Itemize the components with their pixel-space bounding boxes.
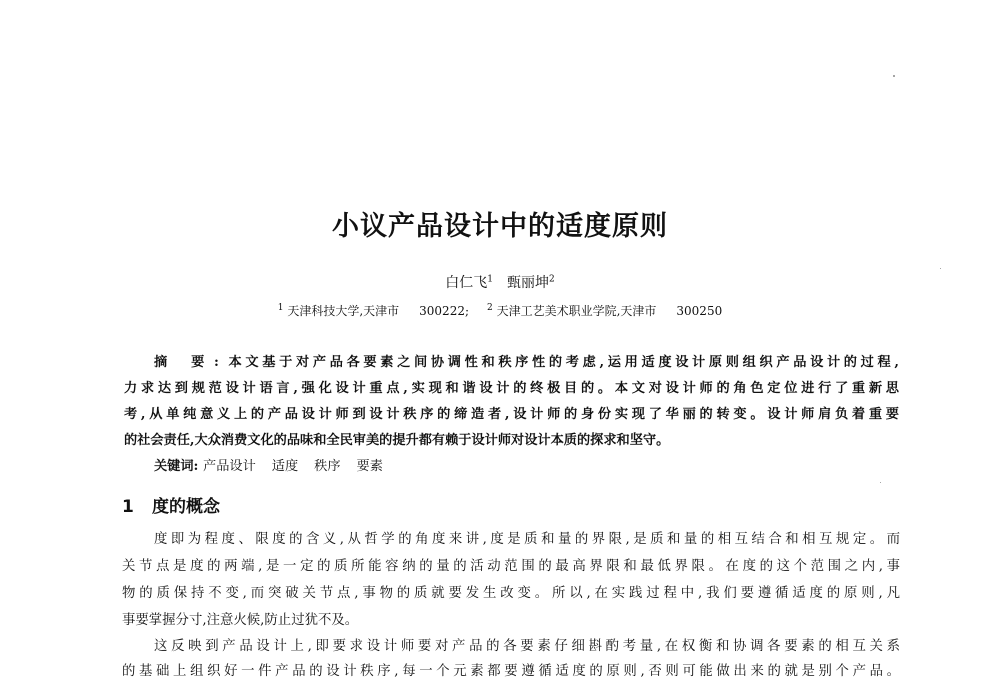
section-number: 1	[122, 497, 134, 517]
abstract-line: 考,从单纯意义上的产品设计师到设计秩序的缔造者,设计师的身份实现了华丽的转变。设计师肩负着重要	[124, 407, 899, 422]
keyword: 产品设计	[203, 459, 256, 474]
keyword: 适度	[271, 459, 299, 474]
affiliation-line	[0, 302, 1000, 319]
author-line	[0, 272, 1000, 292]
section-title: 度的概念	[152, 497, 220, 517]
body-line: 事要掌握分寸,注意火候,防止过犹不及。	[122, 613, 359, 628]
keywords-line	[154, 455, 399, 474]
abstract-text: 本文基于对产品各要素之间协调性和秩序性的考虑,运用适度设计原则组织产品设计的过程,	[224, 355, 899, 370]
author-name: 白仁飞	[445, 275, 488, 291]
affiliation-institution: 天津科技大学,天津市	[287, 304, 400, 318]
abstract-line: 的社会责任,大众消费文化的品味和全民审美的提升都有赖于设计师对设计本质的探求和坚守。	[124, 433, 670, 448]
paper-title: 小议产品设计中的适度原则	[332, 211, 668, 242]
abstract-line: 力求达到规范设计语言,强化设计重点,实现和谐设计的终极目的。本文对设计师的角色定位进行了重新思	[124, 381, 899, 396]
scan-speck	[893, 75, 895, 77]
affiliation-postcode: 300250	[676, 304, 723, 318]
author-name: 甄丽坤	[507, 275, 549, 291]
keyword: 要素	[356, 459, 383, 474]
body-line: 这反映到产品设计上,即要求设计师要对产品的各要素仔细斟酌考量,在权衡和协调各要素的相互关系	[154, 639, 900, 654]
scan-speck	[940, 268, 941, 269]
body-line: 物的质保持不变,而突破关节点,事物的质就要发生改变。所以,在实践过程中,我们要遵循适度的原则,凡	[122, 586, 900, 601]
author-affiliation-mark: 2	[549, 274, 555, 285]
affiliation-institution: 天津工艺美术职业学院,天津市	[496, 304, 657, 318]
author-affiliation-mark: 1	[487, 274, 493, 285]
keyword: 秩序	[314, 459, 341, 474]
abstract-line	[154, 351, 899, 370]
abstract-label: 摘 要:	[154, 355, 225, 370]
keywords-label: 关键词:	[154, 459, 199, 474]
affiliation-mark: 1	[277, 303, 284, 313]
affiliation-postcode: 300222;	[419, 304, 470, 318]
section-heading	[122, 492, 220, 517]
body-line: 度即为程度、限度的含义,从哲学的角度来讲,度是质和量的界限,是质和量的相互结合和相互规定。而	[154, 532, 900, 547]
body-line: 关节点是度的两端,是一定的质所能容纳的量的活动范围的最高界限和最低界限。在度的这个范围之内,事	[122, 559, 900, 574]
affiliation-mark: 2	[487, 303, 493, 313]
body-line: 的基础上组织好一件产品的设计秩序,每一个元素都要遵循适度的原则,否则可能做出来的就是别个产品。	[122, 664, 900, 678]
scan-speck	[880, 482, 881, 483]
